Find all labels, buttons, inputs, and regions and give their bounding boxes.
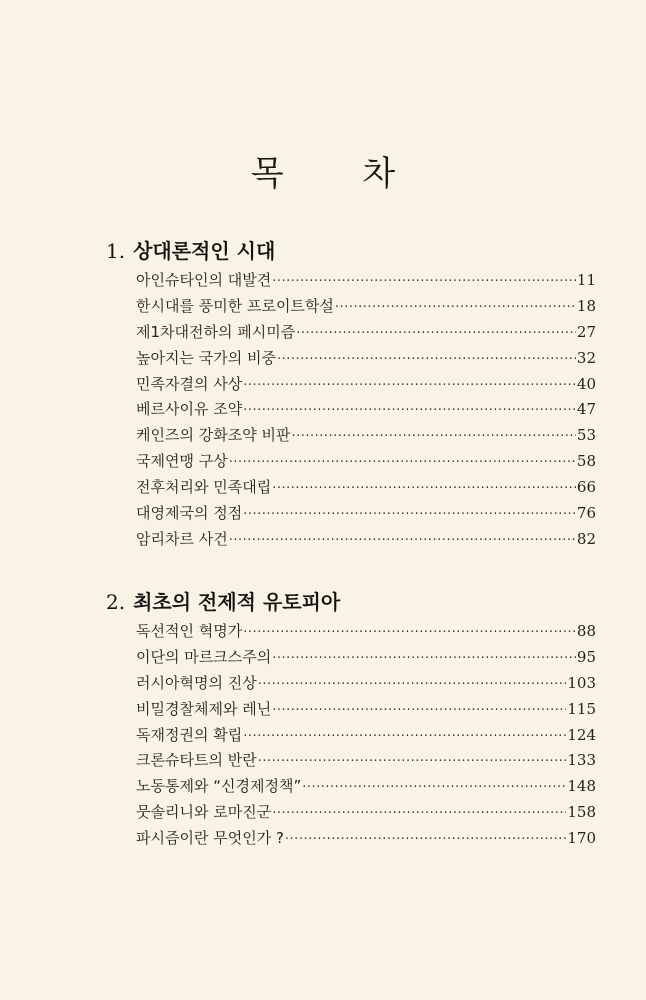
entry-title: 한시대를 풍미한 프로이트학설 bbox=[136, 296, 334, 315]
toc-entry bbox=[136, 423, 596, 449]
toc-entry bbox=[136, 475, 596, 501]
dot-leader bbox=[243, 398, 576, 424]
dot-leader bbox=[291, 424, 575, 450]
toc-entry bbox=[136, 671, 596, 697]
entry-title: 아인슈타인의 대발견 bbox=[136, 271, 272, 289]
dot-leader bbox=[258, 672, 567, 698]
toc-section-1 bbox=[106, 236, 606, 553]
toc-entry bbox=[136, 346, 596, 372]
toc-entry bbox=[136, 268, 596, 294]
entry-title: 독재정권의 확립 bbox=[136, 725, 243, 744]
entry-page-number: 66 bbox=[576, 478, 596, 497]
entry-page-number: 76 bbox=[576, 504, 596, 523]
entry-page-number: 40 bbox=[576, 374, 596, 393]
entry-page-number: 58 bbox=[576, 452, 596, 471]
dot-leader bbox=[243, 620, 576, 646]
entry-title: 높아지는 국가의 비중 bbox=[136, 348, 276, 367]
entry-title: 케인즈의 강화조약 비판 bbox=[136, 426, 291, 445]
entry-title: 민족자결의 사상 bbox=[136, 374, 243, 393]
entry-title: 대영제국의 정점 bbox=[136, 504, 243, 523]
entry-title: 제1차대전하의 페시미즘 bbox=[136, 322, 296, 341]
entry-page-number: 47 bbox=[576, 400, 596, 419]
entry-page-number: 88 bbox=[576, 622, 596, 640]
dot-leader bbox=[243, 502, 576, 528]
toc-entry bbox=[136, 320, 596, 346]
entry-page-number: 82 bbox=[576, 529, 596, 548]
entry-title: 러시아혁명의 진상 bbox=[136, 673, 257, 692]
toc-entry bbox=[136, 397, 596, 423]
dot-leader bbox=[243, 373, 576, 399]
dot-leader bbox=[272, 801, 566, 827]
dot-leader bbox=[272, 646, 576, 672]
dot-leader bbox=[285, 827, 566, 853]
page-title: 목 차 bbox=[250, 154, 430, 194]
section-title: 상대론적인 시대 bbox=[133, 239, 276, 263]
entry-page-number: 32 bbox=[576, 348, 596, 367]
entry-title: 비밀경찰체제와 레닌 bbox=[136, 699, 272, 718]
dot-leader bbox=[302, 775, 566, 801]
toc-entry bbox=[136, 723, 596, 749]
entry-title: 베르사이유 조약 bbox=[136, 400, 243, 419]
dot-leader bbox=[277, 347, 576, 373]
dot-leader bbox=[258, 749, 567, 775]
toc-entry bbox=[136, 449, 596, 475]
section-heading bbox=[106, 236, 606, 266]
entry-page-number: 170 bbox=[567, 829, 596, 848]
dot-leader bbox=[229, 450, 576, 476]
entry-page-number: 18 bbox=[576, 296, 596, 315]
section-heading bbox=[106, 587, 606, 617]
entry-page-number: 27 bbox=[576, 322, 596, 341]
entry-page-number: 124 bbox=[567, 725, 596, 744]
entry-page-number: 133 bbox=[567, 751, 596, 770]
toc-entry bbox=[136, 294, 596, 320]
entry-page-number: 11 bbox=[576, 271, 596, 289]
entry-page-number: 148 bbox=[567, 777, 596, 796]
dot-leader bbox=[335, 295, 576, 321]
entry-title: 크론슈타트의 반란 bbox=[136, 751, 257, 770]
entry-title: 암리차르 사건 bbox=[136, 529, 228, 548]
toc-entry bbox=[136, 527, 596, 553]
entry-title: 전후처리와 민족대립 bbox=[136, 478, 272, 497]
dot-leader bbox=[272, 698, 566, 724]
entry-page-number: 103 bbox=[567, 673, 596, 692]
toc-entry bbox=[136, 748, 596, 774]
section-number: 1. bbox=[106, 239, 126, 263]
entry-page-number: 95 bbox=[576, 647, 596, 666]
toc-entry bbox=[136, 826, 596, 852]
entry-title: 노동통제와 “신경제정책” bbox=[136, 777, 302, 796]
entry-page-number: 115 bbox=[567, 699, 596, 718]
entry-title: 국제연맹 구상 bbox=[136, 452, 228, 471]
toc-entry bbox=[136, 501, 596, 527]
toc-entry bbox=[136, 619, 596, 645]
dot-leader bbox=[243, 724, 566, 750]
entry-page-number: 158 bbox=[567, 803, 596, 822]
entry-title: 파시즘이란 무엇인가 ? bbox=[136, 829, 284, 848]
entry-title: 독선적인 혁명가 bbox=[136, 622, 243, 640]
toc-entry bbox=[136, 800, 596, 826]
dot-leader bbox=[229, 528, 576, 554]
entry-title: 이단의 마르크스주의 bbox=[136, 647, 272, 666]
entry-page-number: 53 bbox=[576, 426, 596, 445]
dot-leader bbox=[296, 321, 576, 347]
entry-title: 뭇솔리니와 로마진군 bbox=[136, 803, 272, 822]
toc-entry bbox=[136, 372, 596, 398]
toc-entry bbox=[136, 774, 596, 800]
toc-entry bbox=[136, 645, 596, 671]
section-title: 최초의 전제적 유토피아 bbox=[133, 590, 341, 614]
toc-entry bbox=[136, 697, 596, 723]
dot-leader bbox=[272, 269, 576, 295]
section-number: 2. bbox=[106, 590, 126, 614]
dot-leader bbox=[272, 476, 576, 502]
toc-section-2 bbox=[106, 587, 606, 852]
